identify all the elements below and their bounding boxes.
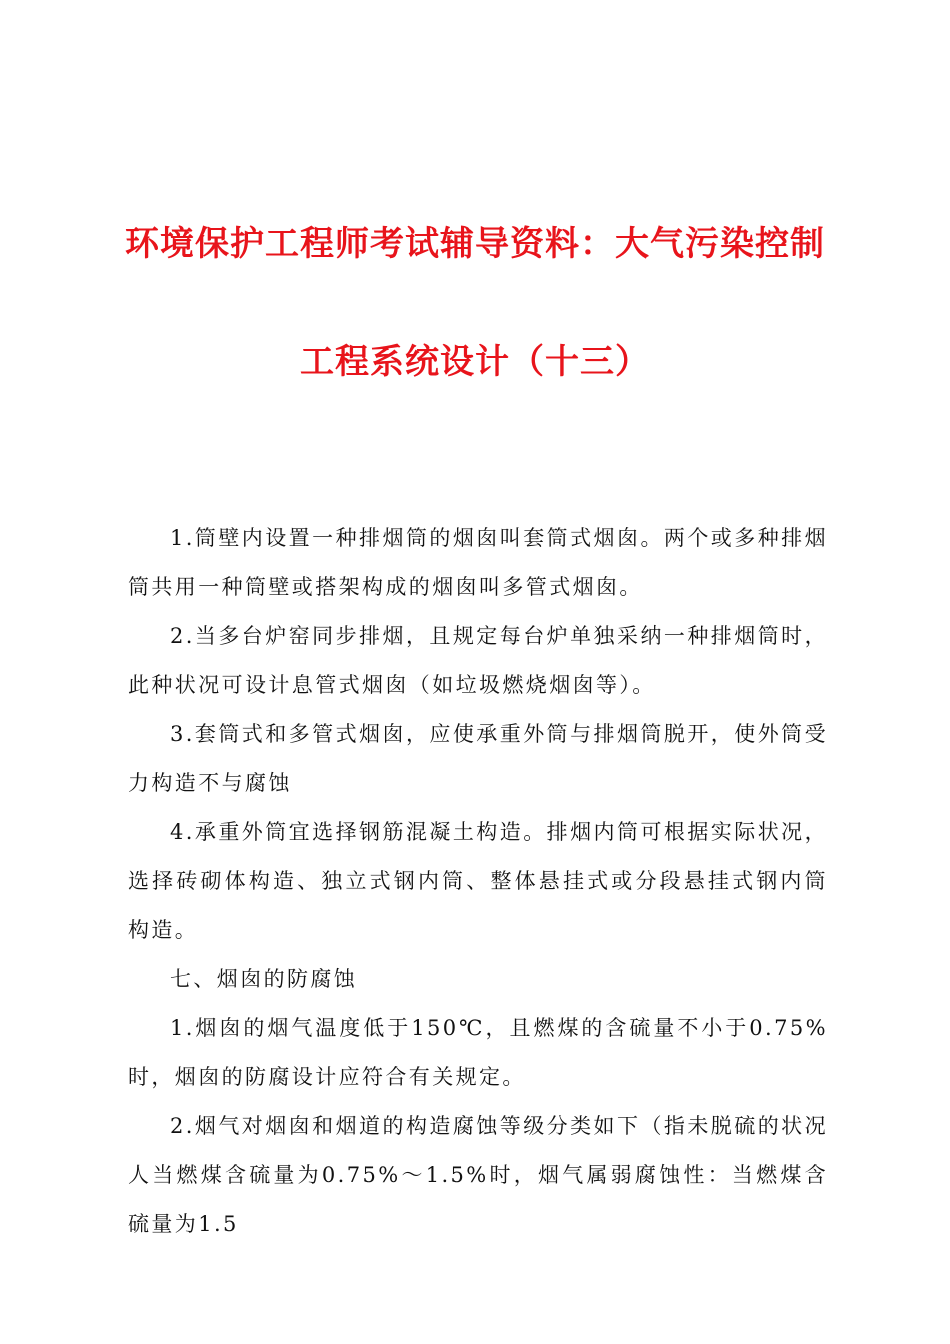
document-title-line-1: 环境保护工程师考试辅导资料：大气污染控制 bbox=[125, 224, 825, 264]
paragraph: 1.烟囱的烟气温度低于150℃，且燃煤的含硫量不小于0.75%时，烟囱的防腐设计应符合有关规定。 bbox=[128, 1016, 828, 1089]
document-title-line-2: 工程系统设计（十三） bbox=[300, 342, 650, 382]
paragraph: 1.筒壁内设置一种排烟筒的烟囱叫套筒式烟囱。两个或多种排烟筒共用一种筒壁或搭架构成的烟囱叫多管式烟囱。 bbox=[128, 526, 828, 599]
paragraph: 3.套筒式和多管式烟囱，应使承重外筒与排烟筒脱开，使外筒受力构造不与腐蚀 bbox=[128, 722, 828, 795]
paragraph: 2.当多台炉窑同步排烟，且规定每台炉单独采纳一种排烟筒时，此种状况可设计息管式烟囱（如垃圾燃烧烟囱等）。 bbox=[128, 624, 828, 697]
document-body bbox=[128, 514, 828, 1249]
paragraph: 2.烟气对烟囱和烟道的构造腐蚀等级分类如下（指未脱硫的状况人当燃煤含硫量为0.75%～1.5%时，烟气属弱腐蚀性：当燃煤含硫量为1.5 bbox=[128, 1114, 828, 1236]
section-heading: 七、烟囱的防腐蚀 bbox=[170, 967, 358, 991]
paragraph: 4.承重外筒宜选择钢筋混凝土构造。排烟内筒可根据实际状况，选择砖砌体构造、独立式钢内筒、整体悬挂式或分段悬挂式钢内筒构造。 bbox=[128, 820, 828, 942]
